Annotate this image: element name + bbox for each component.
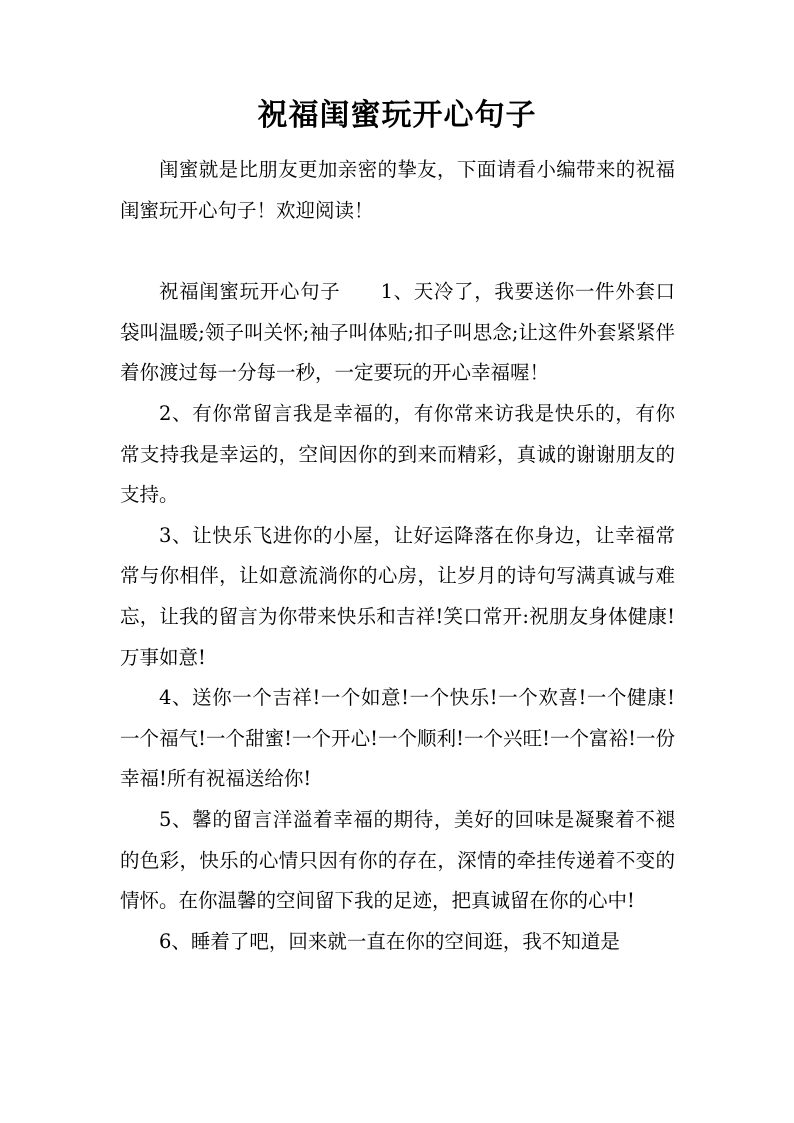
document-body [120, 150, 675, 962]
paragraph-4: 4、送你一个吉祥!一个如意!一个快乐!一个欢喜!一个健康!一个福气!一个甜蜜!一个开心!一个顺利!一个兴旺!一个富裕!一份幸福!所有祝福送给你! [120, 686, 675, 791]
paragraph-1: 祝福闺蜜玩开心句子 1、天冷了，我要送你一件外套口袋叫温暖;领子叫关怀;袖子叫体贴;扣子叫思念;让这件外套紧紧伴着你渡过每一分每一秒，一定要玩的开心幸福喔！ [120, 280, 675, 385]
paragraph-6: 6、睡着了吧，回来就一直在你的空间逛，我不知道是 [159, 929, 620, 953]
document-title: 祝福闺蜜玩开心句子 [257, 98, 537, 133]
intro-paragraph: 闺蜜就是比朋友更加亲密的挚友，下面请看小编带来的祝福闺蜜玩开心句子！欢迎阅读！ [120, 158, 675, 222]
paragraph-2: 2、有你常留言我是幸福的，有你常来访我是快乐的，有你常支持我是幸运的，空间因你的到来而精彩，真诚的谢谢朋友的支持。 [120, 401, 675, 507]
paragraph-3: 3、让快乐飞进你的小屋，让好运降落在你身边，让幸福常常与你相伴，让如意流淌你的心房，让岁月的诗句写满真诚与难忘，让我的留言为你带来快乐和吉祥!笑口常开:祝朋友身体健康!万事如意! [120, 523, 675, 669]
paragraph-gap [120, 231, 675, 272]
paragraph-5: 5、馨的留言洋溢着幸福的期待，美好的回味是凝聚着不褪的色彩，快乐的心情只因有你的存在，深情的牵挂传递着不变的情怀。在你温馨的空间留下我的足迹，把真诚留在你的心中! [120, 807, 675, 913]
